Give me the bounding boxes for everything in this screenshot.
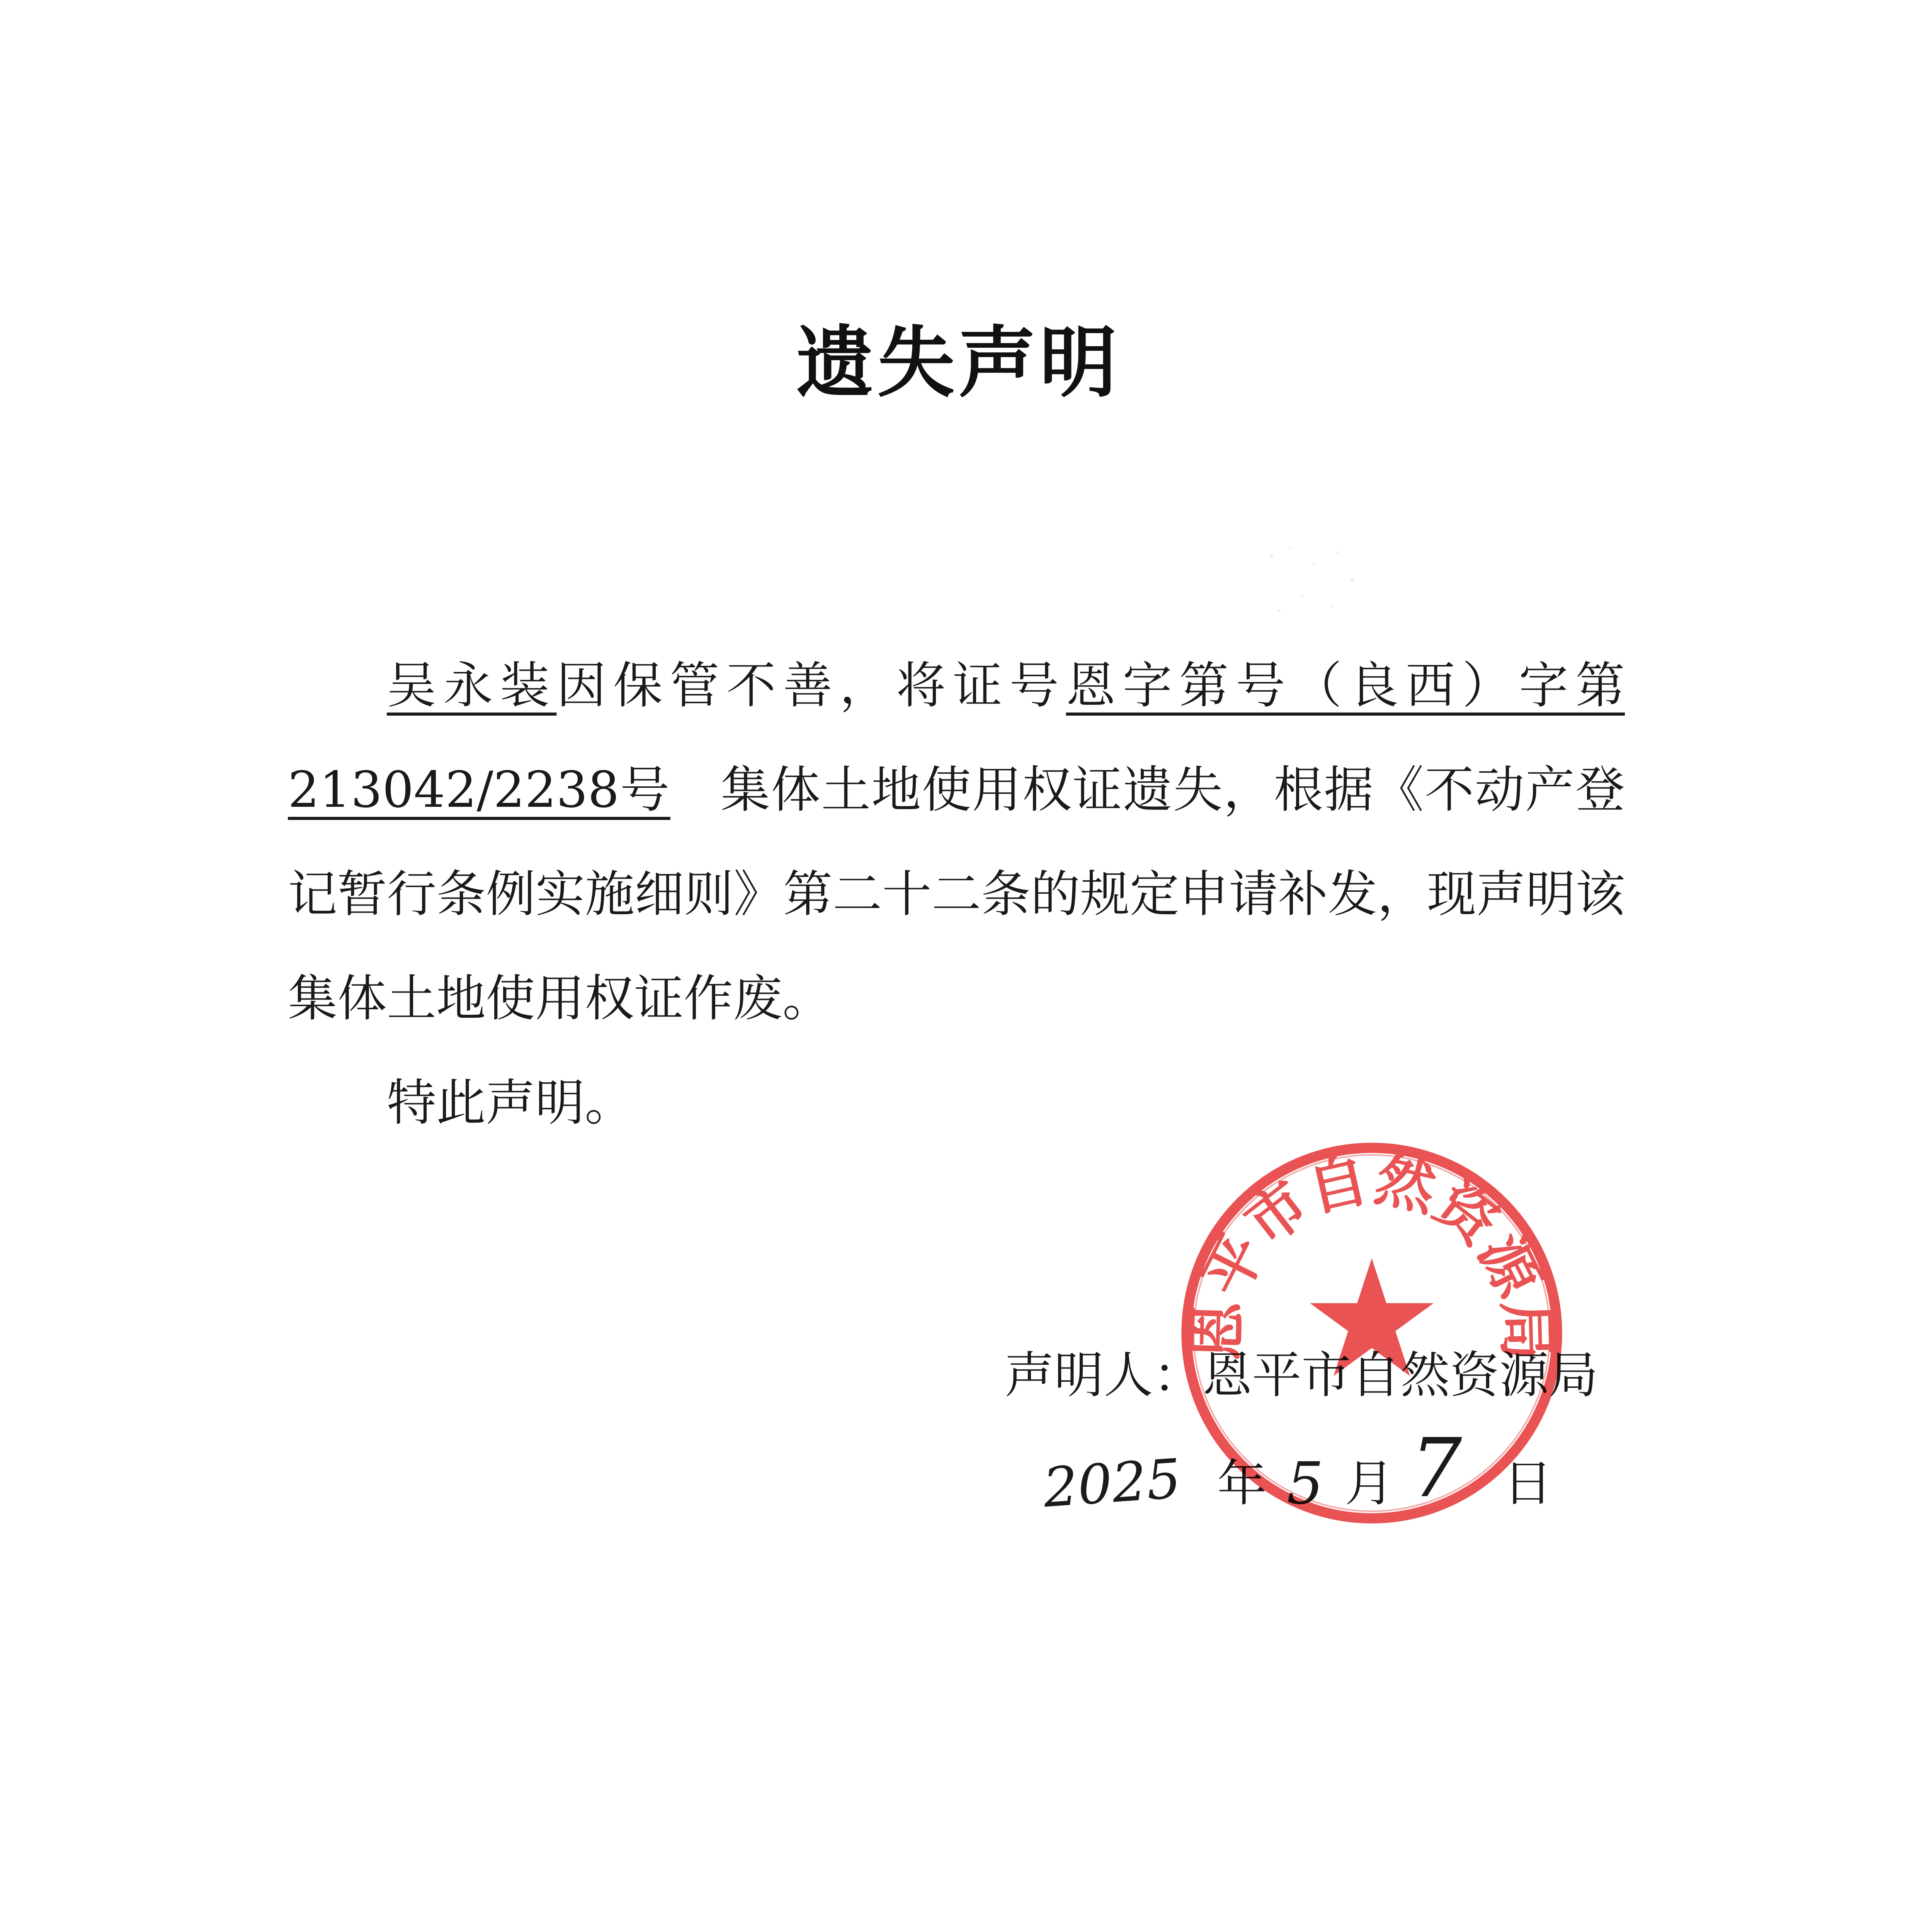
text-segment-1: 因保管不善，将证号 — [556, 657, 1066, 714]
handwritten-day: 7 — [1410, 1421, 1462, 1515]
month-label: 月 — [1345, 1455, 1395, 1512]
handwritten-year: 2025 — [1041, 1447, 1183, 1520]
year-label: 年 — [1217, 1455, 1267, 1512]
day-label: 日 — [1503, 1455, 1553, 1512]
declarant-label: 声明人： — [1005, 1347, 1203, 1404]
holder-name: 吴永装 — [387, 657, 557, 714]
official-seal-stamp — [1175, 1136, 1569, 1530]
seal-text: 恩平市自然资源局 — [1182, 1145, 1561, 1362]
certificate-number: 恩字第号（良西）字第213042/2238号 — [288, 657, 1625, 819]
closing-statement: 特此声明。 — [387, 1074, 634, 1132]
scan-artifact — [1256, 533, 1372, 630]
declarant-organization: 恩平市自然资源局 — [1203, 1347, 1599, 1404]
declaration-body — [288, 634, 1625, 1155]
document-title: 遗失声明 — [796, 318, 1121, 408]
text-segment-2: 集体土地使用权证遗失，根据《不动产登记暂行条例实施细则》第二十二条的规定申请补发，现声明该集体土地使用权证作废。 — [288, 761, 1625, 1027]
declaration-paragraph — [288, 634, 1625, 1051]
handwritten-month: 5 — [1287, 1450, 1324, 1517]
seal-star-icon — [1310, 1258, 1434, 1376]
